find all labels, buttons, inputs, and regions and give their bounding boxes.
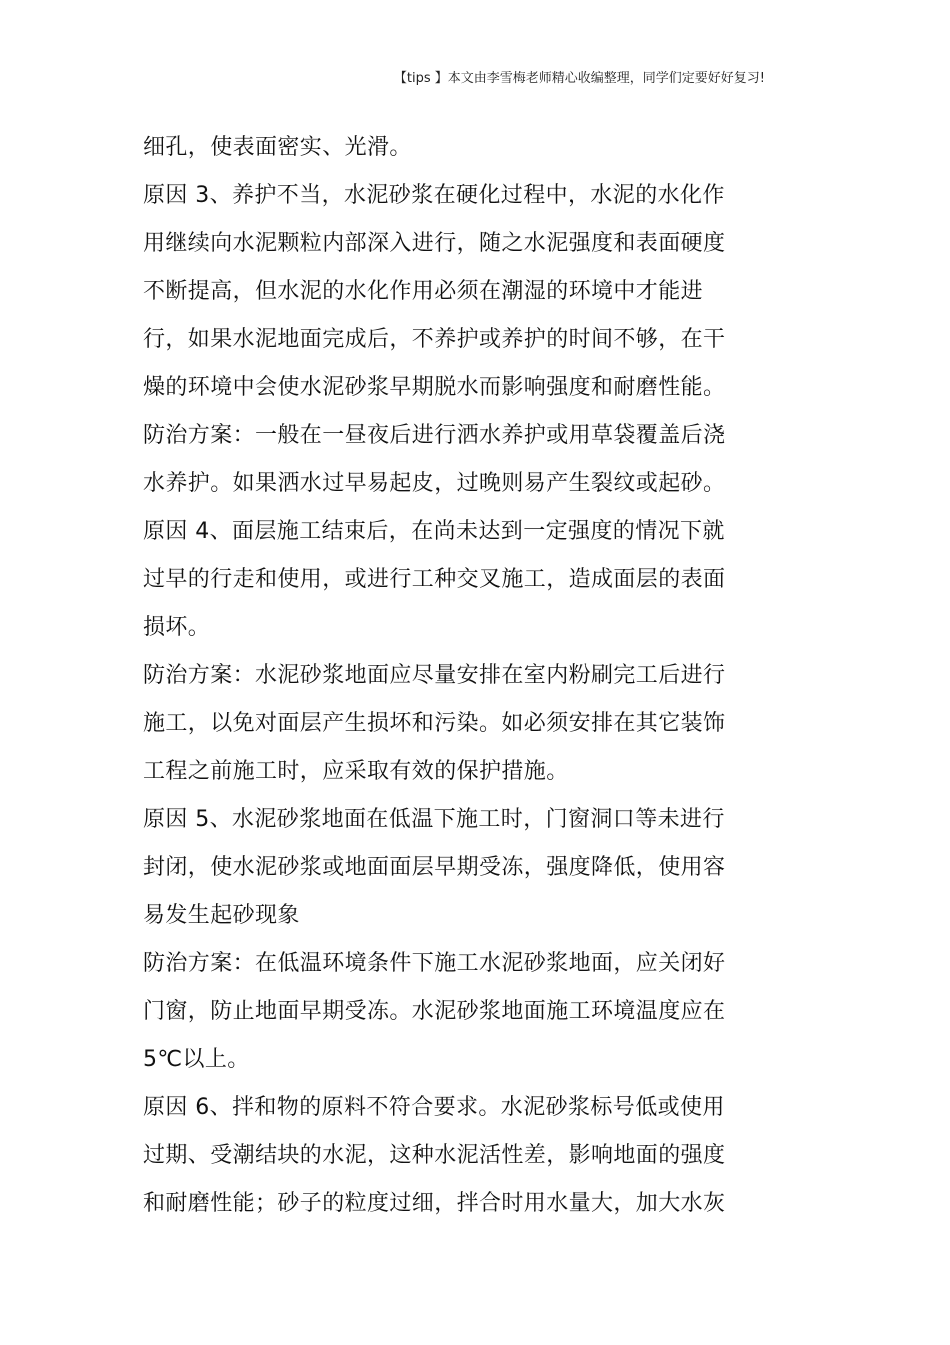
text-line: 防治方案：一般在一昼夜后进行洒水养护或用草袋覆盖后浇: [143, 423, 726, 448]
text-line: 过早的行走和使用，或进行工种交叉施工，造成面层的表面: [143, 567, 726, 592]
text-line: 原因 4、面层施工结束后，在尚未达到一定强度的情况下就: [143, 519, 725, 544]
header-tip: 【tips 】本文由李雪梅老师精心收编整理，同学们定要好好复习!: [393, 71, 765, 86]
text-line: 门窗，防止地面早期受冻。水泥砂浆地面施工环境温度应在: [143, 999, 726, 1024]
text-line: 过期、受潮结块的水泥，这种水泥活性差，影响地面的强度: [143, 1143, 726, 1168]
text-line: 易发生起砂现象: [143, 903, 300, 928]
text-line: 损坏。: [143, 615, 211, 640]
text-line: 防治方案：水泥砂浆地面应尽量安排在室内粉刷完工后进行: [143, 663, 726, 688]
text-line: 水养护。如果洒水过早易起皮，过晚则易产生裂纹或起砂。: [143, 471, 726, 496]
text-line: 防治方案：在低温环境条件下施工水泥砂浆地面，应关闭好: [143, 951, 726, 976]
text-line: 施工，以免对面层产生损坏和污染。如必须安排在其它装饰: [143, 711, 726, 736]
text-line: 原因 3、养护不当，水泥砂浆在硬化过程中，水泥的水化作: [143, 183, 725, 208]
text-line: 和耐磨性能；砂子的粒度过细，拌合时用水量大，加大水灰: [143, 1191, 726, 1216]
text-line: 原因 5、水泥砂浆地面在低温下施工时，门窗洞口等未进行: [143, 807, 725, 832]
text-line: 不断提高，但水泥的水化作用必须在潮湿的环境中才能进: [143, 279, 704, 304]
body-text: [143, 124, 743, 1228]
text-line: 5℃以上。: [143, 1047, 250, 1072]
text-line: 封闭，使水泥砂浆或地面面层早期受冻，强度降低，使用容: [143, 855, 726, 880]
text-line: 原因 6、拌和物的原料不符合要求。水泥砂浆标号低或使用: [143, 1095, 725, 1120]
text-line: 工程之前施工时，应采取有效的保护措施。: [143, 759, 569, 784]
text-line: 燥的环境中会使水泥砂浆早期脱水而影响强度和耐磨性能。: [143, 375, 726, 400]
text-line: 细孔，使表面密实、光滑。: [143, 135, 412, 160]
text-line: 行，如果水泥地面完成后，不养护或养护的时间不够，在干: [143, 327, 726, 352]
text-line: 用继续向水泥颗粒内部深入进行，随之水泥强度和表面硬度: [143, 231, 726, 256]
